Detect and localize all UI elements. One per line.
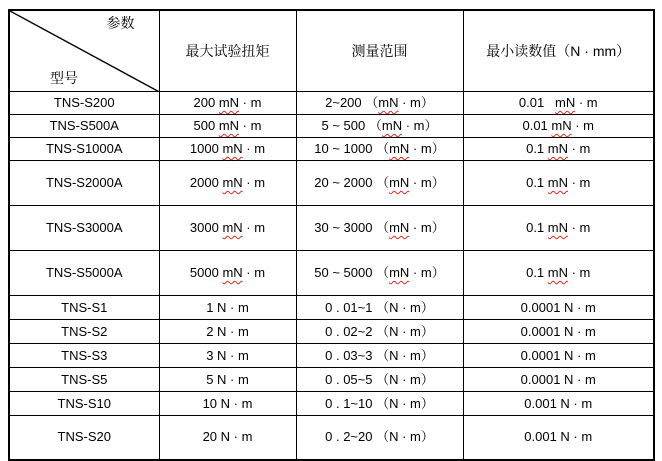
model-cell: TNS-S1: [9, 296, 159, 320]
table-body: [9, 92, 654, 460]
misspelled-token: mN: [389, 141, 410, 156]
misspelled-token: mN: [547, 175, 568, 190]
corner-header-cell: [9, 10, 159, 92]
misspelled-token: mN: [381, 118, 403, 133]
min-reading-cell: 0.1 mN · m: [463, 206, 654, 251]
table-row: [9, 92, 654, 115]
min-reading-cell: 0.1 mN · m: [463, 161, 654, 206]
range-cell: 50 ~ 5000 （mN · m）: [296, 251, 463, 296]
model-cell: TNS-S5: [9, 368, 159, 392]
misspelled-token: mN: [547, 220, 568, 235]
torque-cell: 1000 mN · m: [159, 138, 296, 161]
torque-cell: 2 N · m: [159, 320, 296, 344]
table-row: [9, 161, 654, 206]
torque-cell: 20 N · m: [159, 416, 296, 460]
range-cell: 2~200 （mN · m）: [296, 92, 463, 115]
model-cell: TNS-S2000A: [9, 161, 159, 206]
min-reading-cell: 0.01 mN · m: [463, 92, 654, 115]
misspelled-token: mN: [378, 95, 399, 110]
model-cell: TNS-S3000A: [9, 206, 159, 251]
torque-cell: 1 N · m: [159, 296, 296, 320]
range-cell: 20 ~ 2000 （mN · m）: [296, 161, 463, 206]
table-row: [9, 368, 654, 392]
misspelled-token: mN: [389, 175, 410, 190]
misspelled-token: mN: [389, 265, 410, 280]
col-header-min-reading: 最小读数值（N · mm）: [463, 10, 654, 92]
torque-cell: 3 N · m: [159, 344, 296, 368]
model-cell: TNS-S1000A: [9, 138, 159, 161]
torque-cell: 10 N · m: [159, 392, 296, 416]
table-row: [9, 392, 654, 416]
table-row: [9, 296, 654, 320]
misspelled-token: mN: [222, 175, 243, 190]
range-cell: 0 . 03~3 （N · m）: [296, 344, 463, 368]
col-header-max-test-torque: 最大试验扭矩: [159, 10, 296, 92]
misspelled-token: mN: [547, 141, 568, 156]
misspelled-token: mN: [218, 95, 240, 110]
range-cell: 10 ~ 1000 （mN · m）: [296, 138, 463, 161]
model-cell: TNS-S20: [9, 416, 159, 460]
model-cell: TNS-S2: [9, 320, 159, 344]
min-reading-cell: 0.0001 N · m: [463, 368, 654, 392]
min-reading-cell: 0.01 mN · m: [463, 115, 654, 138]
torque-cell: 200 mN · m: [159, 92, 296, 115]
min-reading-cell: 0.0001 N · m: [463, 296, 654, 320]
table-row: [9, 344, 654, 368]
range-cell: 0 . 02~2 （N · m）: [296, 320, 463, 344]
misspelled-token: mN: [222, 220, 243, 235]
misspelled-token: mN: [222, 265, 243, 280]
misspelled-token: mN: [389, 220, 410, 235]
range-cell: 5 ~ 500 （mN · m）: [296, 115, 463, 138]
table-row: [9, 251, 654, 296]
torque-cell: 3000 mN · m: [159, 206, 296, 251]
min-reading-cell: 0.0001 N · m: [463, 320, 654, 344]
diagonal-divider-line: [10, 11, 159, 91]
model-cell: TNS-S500A: [9, 115, 159, 138]
model-cell: TNS-S10: [9, 392, 159, 416]
misspelled-token: mN: [218, 118, 240, 133]
misspelled-token: mN: [547, 265, 568, 280]
range-cell: 30 ~ 3000 （mN · m）: [296, 206, 463, 251]
min-reading-cell: 0.001 N · m: [463, 392, 654, 416]
torque-spec-table: [8, 9, 655, 461]
model-cell: TNS-S3: [9, 344, 159, 368]
table-row: [9, 206, 654, 251]
min-reading-cell: 0.1 mN · m: [463, 251, 654, 296]
min-reading-cell: 0.1 mN · m: [463, 138, 654, 161]
range-cell: 0 . 05~5 （N · m）: [296, 368, 463, 392]
corner-label-parameter: 参数: [106, 15, 135, 31]
misspelled-token: mN: [555, 95, 576, 110]
torque-cell: 5000 mN · m: [159, 251, 296, 296]
torque-cell: 5 N · m: [159, 368, 296, 392]
model-cell: TNS-S200: [9, 92, 159, 115]
misspelled-token: mN: [222, 141, 243, 156]
min-reading-cell: 0.0001 N · m: [463, 344, 654, 368]
document-page: [8, 9, 655, 461]
header-row: [9, 10, 654, 92]
table-row: [9, 320, 654, 344]
range-cell: 0 . 1~10 （N · m）: [296, 392, 463, 416]
col-header-measurement-range: 测量范围: [296, 10, 463, 92]
model-cell: TNS-S5000A: [9, 251, 159, 296]
table-row: [9, 115, 654, 138]
range-cell: 0 . 01~1 （N · m）: [296, 296, 463, 320]
torque-cell: 2000 mN · m: [159, 161, 296, 206]
min-reading-cell: 0.001 N · m: [463, 416, 654, 460]
range-cell: 0 . 2~20 （N · m）: [296, 416, 463, 460]
misspelled-token: mN: [551, 118, 572, 133]
torque-cell: 500 mN · m: [159, 115, 296, 138]
table-row: [9, 138, 654, 161]
table-row: [9, 416, 654, 460]
corner-label-model: 型号: [50, 70, 78, 87]
